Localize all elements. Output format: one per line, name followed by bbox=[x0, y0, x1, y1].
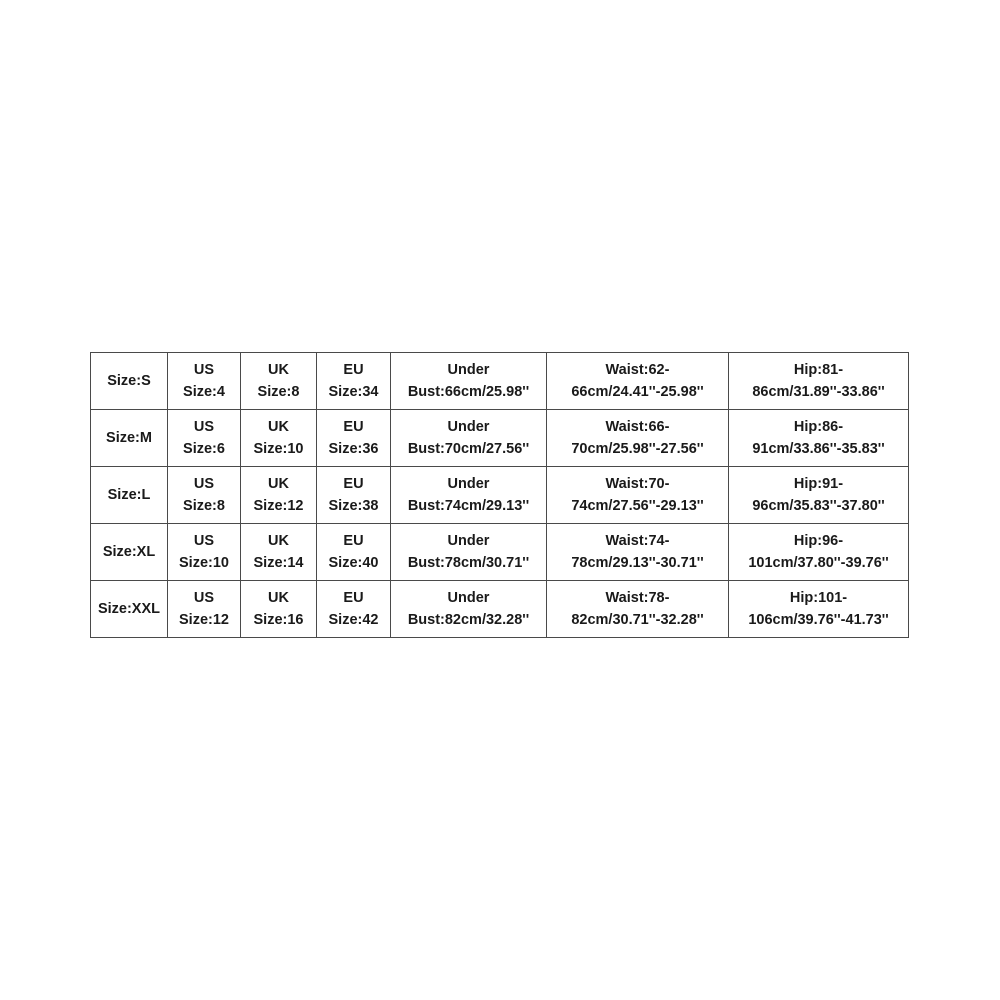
table-row bbox=[91, 467, 909, 524]
under-bust-cell: Under Bust:70cm/27.56'' bbox=[391, 410, 547, 467]
hip-cell: Hip:101- 106cm/39.76''-41.73'' bbox=[729, 581, 909, 638]
eu-size-cell: EU Size:34 bbox=[317, 353, 391, 410]
table-row bbox=[91, 524, 909, 581]
under-bust-cell: Under Bust:78cm/30.71'' bbox=[391, 524, 547, 581]
size-label-cell: Size:M bbox=[91, 410, 168, 467]
size-label-cell: Size:S bbox=[91, 353, 168, 410]
hip-cell: Hip:96- 101cm/37.80''-39.76'' bbox=[729, 524, 909, 581]
hip-cell: Hip:86- 91cm/33.86''-35.83'' bbox=[729, 410, 909, 467]
size-chart-table bbox=[90, 352, 909, 638]
hip-cell: Hip:91- 96cm/35.83''-37.80'' bbox=[729, 467, 909, 524]
table-row bbox=[91, 353, 909, 410]
uk-size-cell: UK Size:12 bbox=[241, 467, 317, 524]
us-size-cell: US Size:12 bbox=[168, 581, 241, 638]
under-bust-cell: Under Bust:82cm/32.28'' bbox=[391, 581, 547, 638]
size-label-cell: Size:XXL bbox=[91, 581, 168, 638]
uk-size-cell: UK Size:10 bbox=[241, 410, 317, 467]
size-label-cell: Size:XL bbox=[91, 524, 168, 581]
waist-cell: Waist:62- 66cm/24.41''-25.98'' bbox=[547, 353, 729, 410]
eu-size-cell: EU Size:40 bbox=[317, 524, 391, 581]
table-row bbox=[91, 581, 909, 638]
size-label-cell: Size:L bbox=[91, 467, 168, 524]
under-bust-cell: Under Bust:66cm/25.98'' bbox=[391, 353, 547, 410]
eu-size-cell: EU Size:36 bbox=[317, 410, 391, 467]
us-size-cell: US Size:8 bbox=[168, 467, 241, 524]
uk-size-cell: UK Size:16 bbox=[241, 581, 317, 638]
hip-cell: Hip:81- 86cm/31.89''-33.86'' bbox=[729, 353, 909, 410]
under-bust-cell: Under Bust:74cm/29.13'' bbox=[391, 467, 547, 524]
us-size-cell: US Size:10 bbox=[168, 524, 241, 581]
waist-cell: Waist:66- 70cm/25.98''-27.56'' bbox=[547, 410, 729, 467]
us-size-cell: US Size:4 bbox=[168, 353, 241, 410]
waist-cell: Waist:74- 78cm/29.13''-30.71'' bbox=[547, 524, 729, 581]
uk-size-cell: UK Size:8 bbox=[241, 353, 317, 410]
waist-cell: Waist:70- 74cm/27.56''-29.13'' bbox=[547, 467, 729, 524]
uk-size-cell: UK Size:14 bbox=[241, 524, 317, 581]
table-row bbox=[91, 410, 909, 467]
eu-size-cell: EU Size:42 bbox=[317, 581, 391, 638]
eu-size-cell: EU Size:38 bbox=[317, 467, 391, 524]
us-size-cell: US Size:6 bbox=[168, 410, 241, 467]
waist-cell: Waist:78- 82cm/30.71''-32.28'' bbox=[547, 581, 729, 638]
